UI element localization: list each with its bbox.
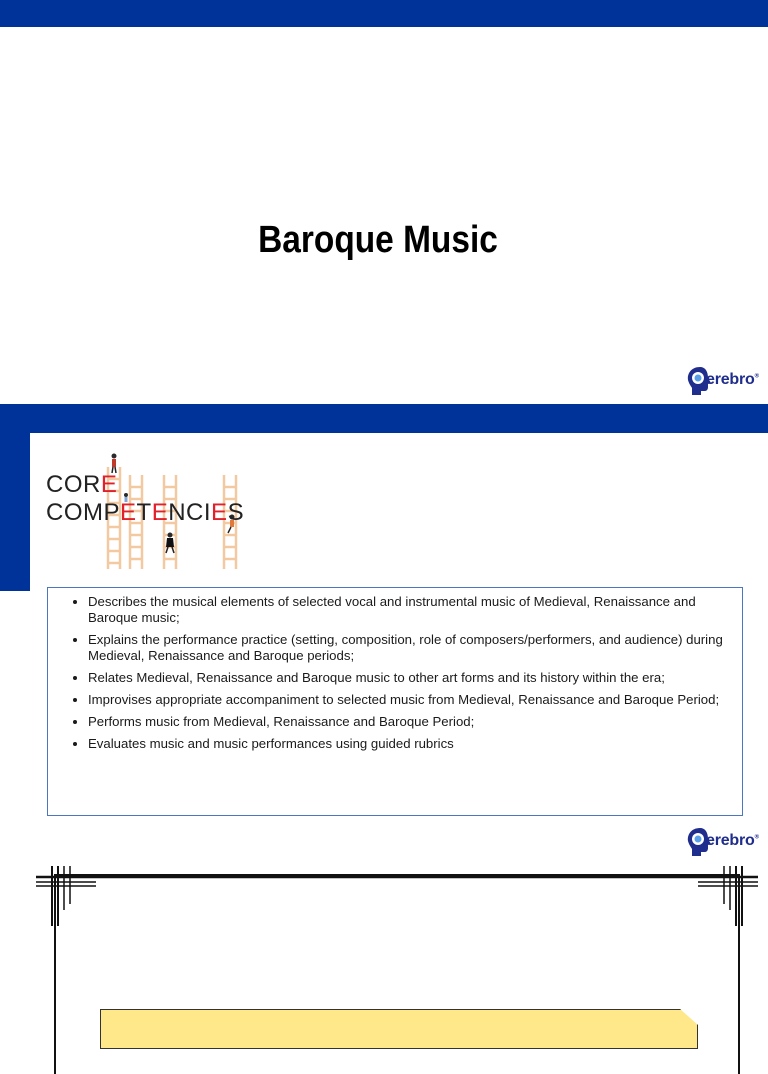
middle-blue-bar bbox=[0, 404, 768, 433]
list-item: • Evaluates music and music performances using guided rubrics bbox=[88, 736, 732, 752]
decorative-frame bbox=[36, 866, 758, 1066]
competencies-slide bbox=[30, 433, 768, 1024]
yellow-banner bbox=[100, 1009, 698, 1049]
list-item: • Improvises appropriate accompaniment to selected music from Medieval, Renaissance and Baroque Period; bbox=[88, 692, 732, 708]
competencies-word: COMPETENCIES bbox=[46, 499, 245, 526]
list-item: • Performs music from Medieval, Renaissance and Baroque Period; bbox=[88, 714, 732, 730]
cerebro-logo bbox=[686, 363, 766, 399]
top-blue-bar bbox=[0, 0, 768, 27]
competencies-box bbox=[47, 587, 743, 816]
logo-text: erebro® bbox=[706, 832, 759, 849]
cerebro-logo-2 bbox=[686, 824, 766, 860]
core-competencies-graphic bbox=[46, 439, 258, 569]
logo-text: erebro® bbox=[706, 371, 759, 388]
title-slide bbox=[0, 27, 768, 404]
list-item: • Explains the performance practice (setting, composition, role of composers/performers, and audience) during Medieval, Renaissance and Baroque periods; bbox=[88, 632, 732, 664]
list-item: • Relates Medieval, Renaissance and Baroque music to other art forms and its history within the era; bbox=[88, 670, 732, 686]
slide-title: Baroque Music bbox=[258, 219, 498, 261]
competencies-list bbox=[48, 588, 742, 752]
core-word: CORE bbox=[46, 471, 118, 498]
list-item: • Describes the musical elements of selected vocal and instrumental music of Medieval, Renaissance and Baroque music; bbox=[88, 594, 732, 626]
